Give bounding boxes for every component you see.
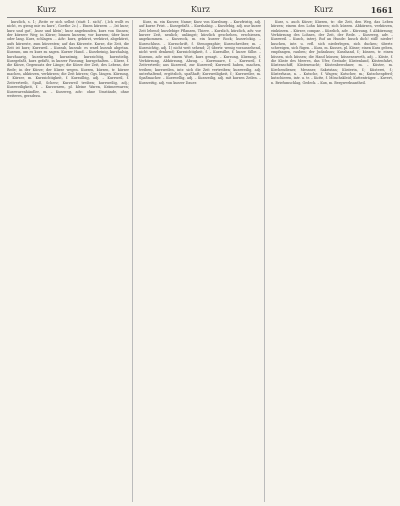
column-text: Kurz, s. auch Kürze; Kürzen, tr.: die Zeit, den Weg, das Leben kürzen; einem den Lohn kürzen; sich kürzen. Abkürzen, verkürzen, einkürzen. – Kürzer, compar. – Kürzlich, adv. – Kürzung, f. Abkürzung; Verkürzung des Lohnes, der Zeit, der Rede. – Kurzweg, adv. – Kurzweil. – Kusch, interj. Ruf an Hunde: kusch dich! still! nieder! kuschen, intr. u. refl. sich niederlegen, sich ducken; übertr. schweigen, sich fügen. – Kuss, m. Kusses, pl. Küsse; einen Kuss geben, empfangen, rauben; der Judaskuss; Kusshand, f.; küssen, tr. einen küssen, sich küssen; die Hand küssen; küssenswerth, adj. – Küste, f. die Küste des Meeres, das Ufer, Gestade; Küstenland, Küstenfahrt, Küstenschiff, Küstenwacht; Küstenbewohner, m. – Küster, m. Kirchendiener, Messner, Sakristan; Küsterin, f.; Küsterei, f.; Küsterhaus, n. – Kutsche, f. Wagen; Kutscher, m.; Kutschenpferd; kutschieren, intr. u. tr. – Kutte, f. Mönchskleid; Kuttenträger. – Kuvert, n. Briefumschlag, Gedeck. – Kux, m. Bergwerksantheil. — [271, 20, 393, 85]
running-headword-left: Kurz — [37, 5, 56, 14]
running-headword-middle: Kurz — [191, 5, 210, 14]
page-number: 1661 — [370, 5, 393, 15]
column-text: Kurz, m. ein Kurzer, Name; Kurz von Kurzburg. – Kurzfristig, adj. auf kurze Frist. – Kurzgefaßt. – Kurzhalsig. – Kurzlebig, adj. nur kurze Zeit lebend; kurzlebige Pflanzen, Thiere. – Kurzlich, kürzlich, adv. vor kurzer Zeit, neulich; unlängst; kürzlich geschehen, erschienen, angekommen. – Kurzrock, m. ein kurzer Rock; kurzröckig. – Kurzschluss. – Kurzschrift, f. Stenographie; Kurzschreiber, m. – Kurzsichtig, adj. 1) nicht weit sehend; 2) übertr. wenig voraussehend, nicht weit denkend; Kurzsichtigkeit, f. – Kurzsilbe, f. kurze Silbe. – Kurzum, adv. mit einem Wort, kurz gesagt. – Kurzung, Kürzung, f. Verkürzung, Abkürzung, Abzug. – Kurzwaare, f. – Kurzweil, f. Zeitvertreib; aus Kurzweil, zur Kurzweil; Kurzweil haben, machen, treiben; kurzweilen, intr. sich die Zeit vertreiben; kurzweilig, adj. unterhaltend, ergötzlich, spaßhaft; Kurzweiligkeit, f.; Kurzweiler, m. Spaßmacher. – Kurzwellig, adj. – Kurzzeilig, adj. mit kurzen Zeilen. – Kurzzeitig, adj. von kurzer Dauer. — [139, 20, 261, 85]
column-text: kurzlich, s. 1; ‚Reite er sich selbst (statt 1. sich)‘. (‚Ich wollt es nicht, es gieng mir zu kurz‘, Goethe 2c.) – Einen kürzern ... ‚Ist kurz; kurz und gut‘, ‚kurz und klein‘; kurz angebunden, kurz von Sinnen; der kürzere Weg; in Kürze; binnen kurzem; vor kurzem; über kurz oder lang. Kurz, schlagen ... Adv.: kurz, gekürzt, verkürzt, abgekürzt, aufs kürzeste, zum kürzesten; auf das Kürzeste. Kurze, die Zeit, die Zeit ist kurz; Kurzweil. – Kurzab, kurzab: es ward kurzab abgetan. Kurzum, um es kurz zu sagen. Kurzer Hand. – Kurzbeinig, kurzhalsig, kurzhaarig, kurzärmelig, kurzatmig, kurzsichtig, kurzstielig. Kurzgefaßt, kurz gefaßt, in kurzer Fassung; kurzgehalten. – Kürze, f. die Kürze, Gegensatz der Länge; die Kürze der Zeit, des Lebens, der Rede; in der Kürze; der Kürze wegen. Kurzen, kürzen, tr. kürzer machen, abkürzen, verkürzen; die Zeit kürzen; Ggs. längen. Kürzung, f. Kürzer, m. Kurzsichtigkeit, f. Kurzsilbig, adj. – Kurzweil, f. Zeitvertreib, Spaß, Scherz; Kurzweil treiben; kurzweilig, adj.; Kurzweiligkeit, f. – Kurzwaren, pl. kleine Waren, Krämerwaren; Kurzwarenhändler, m. – Kurzweg, adv.: ohne Umstände, ohne weiteres, geradezu. — [7, 20, 129, 98]
page-header — [7, 3, 393, 18]
running-headword-right: Kurz — [314, 5, 333, 14]
text-column-middle — [139, 20, 265, 502]
text-columns — [7, 20, 393, 502]
text-column-right — [271, 20, 393, 502]
text-column-left — [7, 20, 133, 502]
